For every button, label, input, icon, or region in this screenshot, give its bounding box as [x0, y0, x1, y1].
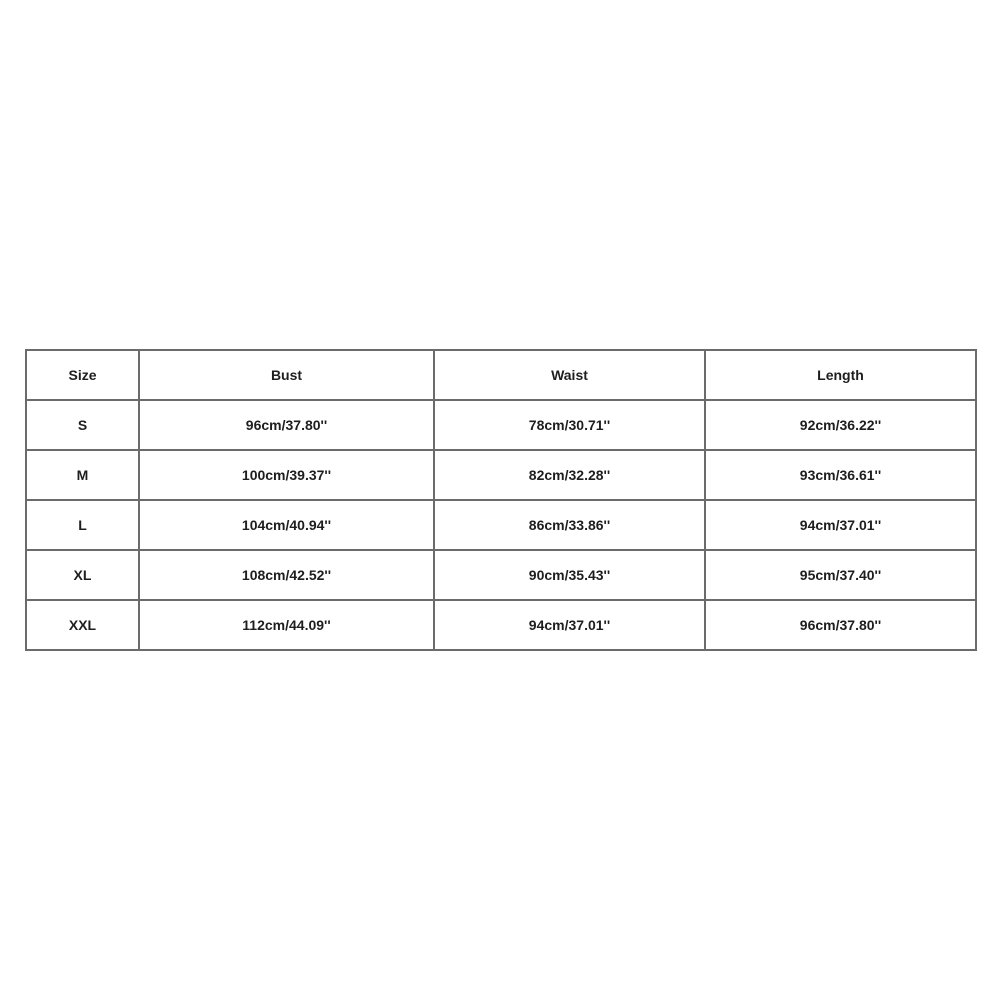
- cell-bust: 96cm/37.80'': [139, 400, 434, 450]
- cell-bust: 108cm/42.52'': [139, 550, 434, 600]
- header-length: Length: [705, 350, 976, 400]
- cell-waist: 90cm/35.43'': [434, 550, 705, 600]
- cell-bust: 100cm/39.37'': [139, 450, 434, 500]
- cell-waist: 82cm/32.28'': [434, 450, 705, 500]
- size-chart-table: [25, 349, 977, 651]
- cell-length: 94cm/37.01'': [705, 500, 976, 550]
- table-row: [26, 600, 976, 650]
- header-size: Size: [26, 350, 139, 400]
- cell-bust: 104cm/40.94'': [139, 500, 434, 550]
- table-row: [26, 450, 976, 500]
- header-bust: Bust: [139, 350, 434, 400]
- cell-size: L: [26, 500, 139, 550]
- cell-length: 93cm/36.61'': [705, 450, 976, 500]
- table-row: [26, 500, 976, 550]
- table-header-row: [26, 350, 976, 400]
- table-row: [26, 400, 976, 450]
- cell-waist: 94cm/37.01'': [434, 600, 705, 650]
- cell-length: 96cm/37.80'': [705, 600, 976, 650]
- table-row: [26, 550, 976, 600]
- cell-size: XXL: [26, 600, 139, 650]
- cell-size: S: [26, 400, 139, 450]
- cell-length: 95cm/37.40'': [705, 550, 976, 600]
- cell-length: 92cm/36.22'': [705, 400, 976, 450]
- header-waist: Waist: [434, 350, 705, 400]
- cell-waist: 78cm/30.71'': [434, 400, 705, 450]
- cell-size: M: [26, 450, 139, 500]
- cell-bust: 112cm/44.09'': [139, 600, 434, 650]
- cell-size: XL: [26, 550, 139, 600]
- cell-waist: 86cm/33.86'': [434, 500, 705, 550]
